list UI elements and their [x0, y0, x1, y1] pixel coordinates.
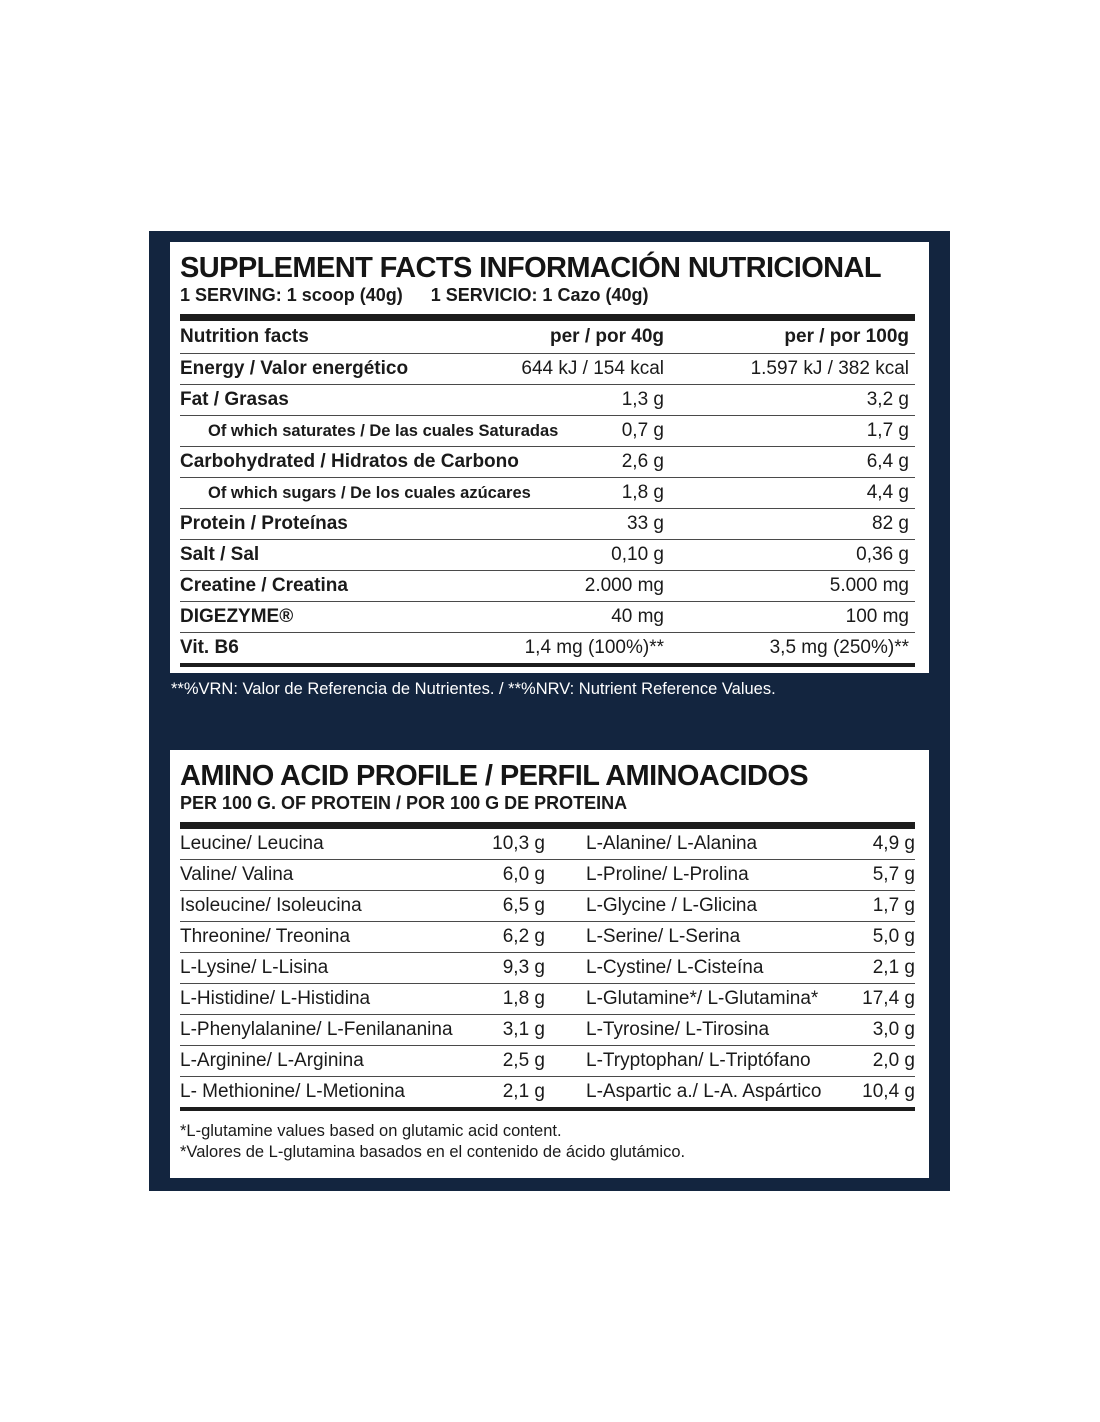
amino-value: 2,5 g	[483, 1046, 545, 1077]
nutrition-row	[180, 385, 915, 416]
amino-name: Isoleucine/ Isoleucina	[180, 891, 483, 922]
nutrient-name: Energy / Valor energético	[180, 354, 510, 385]
amino-name: L-Serine/ L-Serina	[545, 922, 858, 953]
value-per-100g: 3,2 g	[664, 385, 915, 416]
nutrition-row	[180, 602, 915, 633]
label-panel	[149, 231, 950, 1191]
value-per-40g: 644 kJ / 154 kcal	[510, 354, 664, 385]
amino-name: L-Lysine/ L-Lisina	[180, 953, 483, 984]
nutrient-name: Vit. B6	[180, 637, 239, 658]
amino-table	[180, 829, 915, 1107]
amino-value: 1,7 g	[858, 891, 915, 922]
nutrient-name: Of which saturates / De las cuales Saturadas	[180, 416, 510, 447]
amino-name: L-Aspartic a./ L-A. Aspártico	[586, 1081, 822, 1102]
amino-row	[180, 922, 915, 953]
amino-row	[180, 1077, 915, 1108]
nutrition-row	[180, 509, 915, 540]
amino-name: L-Arginine/ L-Arginina	[180, 1046, 483, 1077]
nutrient-name: DIGEZYME®	[180, 602, 510, 633]
amino-name: L-Glutamine*/ L-Glutamina*	[545, 984, 858, 1015]
nutrient-name: Carbohydrated / Hidratos de Carbono	[180, 447, 510, 478]
amino-value: 4,9 g	[858, 829, 915, 860]
nutrition-header-row	[180, 321, 915, 354]
amino-name: Valine/ Valina	[180, 860, 483, 891]
amino-value: 2,1 g	[858, 953, 915, 984]
serving-es: 1 SERVICIO: 1 Cazo (40g)	[430, 285, 649, 305]
value-per-40g: 1,8 g	[510, 478, 664, 509]
value-per-100g: 3,5 mg (250%)**	[769, 637, 909, 658]
amino-name: L-Phenylalanine/ L-Fenilananina	[180, 1015, 483, 1046]
value-per-40g: 2,6 g	[510, 447, 664, 478]
nutrition-row	[180, 447, 915, 478]
header-per-100g: per / por 100g	[664, 321, 915, 354]
nutrition-row	[180, 478, 915, 509]
amino-acid-box	[170, 750, 929, 1178]
amino-value: 5,0 g	[858, 922, 915, 953]
amino-row	[180, 1046, 915, 1077]
amino-value: 17,4 g	[858, 984, 915, 1015]
header-nutrition-facts: Nutrition facts	[180, 321, 510, 354]
amino-name: L-Tryptophan/ L-Triptófano	[545, 1046, 858, 1077]
value-per-100g: 0,36 g	[664, 540, 915, 571]
value-per-100g: 1.597 kJ / 382 kcal	[664, 354, 915, 385]
amino-name: L- Methionine/ L-Metionina	[180, 1081, 405, 1102]
amino-row	[180, 1015, 915, 1046]
amino-row	[180, 891, 915, 922]
nutrition-row	[180, 571, 915, 602]
nutrient-name: Fat / Grasas	[180, 385, 510, 416]
serving-en: 1 SERVING: 1 scoop (40g)	[180, 285, 403, 305]
supplement-facts-box	[170, 242, 929, 673]
value-per-40g: 0,7 g	[510, 416, 664, 447]
value-per-40g: 2.000 mg	[510, 571, 664, 602]
amino-value: 6,5 g	[483, 891, 545, 922]
amino-name: Leucine/ Leucina	[180, 829, 483, 860]
nutrient-name: Of which sugars / De los cuales azúcares	[180, 478, 510, 509]
amino-value: 10,4 g	[862, 1081, 915, 1102]
amino-value: 6,2 g	[483, 922, 545, 953]
value-per-100g: 100 mg	[664, 602, 915, 633]
amino-subtitle: PER 100 G. OF PROTEIN / POR 100 G DE PROTEINA	[180, 793, 628, 813]
thick-divider	[180, 314, 915, 321]
note-es: *Valores de L-glutamina basados en el contenido de ácido glutámico.	[180, 1143, 686, 1161]
amino-value: 3,1 g	[483, 1015, 545, 1046]
value-per-40g: 1,3 g	[510, 385, 664, 416]
amino-title: AMINO ACID PROFILE / PERFIL AMINOACIDOS	[180, 760, 809, 792]
amino-value: 3,0 g	[858, 1015, 915, 1046]
nutrient-name: Protein / Proteínas	[180, 509, 510, 540]
thick-divider	[180, 822, 915, 829]
nutrition-row	[180, 540, 915, 571]
vrn-note: **%VRN: Valor de Referencia de Nutrientes. / **%NRV: Nutrient Reference Values.	[171, 680, 776, 698]
thick-divider-bottom	[180, 663, 915, 667]
amino-value: 10,3 g	[483, 829, 545, 860]
amino-name: L-Glycine / L-Glicina	[545, 891, 858, 922]
amino-name: Threonine/ Treonina	[180, 922, 483, 953]
amino-value: 2,0 g	[858, 1046, 915, 1077]
facts-title: SUPPLEMENT FACTS INFORMACIÓN NUTRICIONAL	[180, 252, 881, 284]
amino-row	[180, 984, 915, 1015]
thick-divider-bottom	[180, 1107, 915, 1111]
amino-value: 6,0 g	[483, 860, 545, 891]
value-per-100g: 6,4 g	[664, 447, 915, 478]
amino-name: L-Histidine/ L-Histidina	[180, 984, 483, 1015]
nutrient-name: Salt / Sal	[180, 540, 510, 571]
amino-value: 2,1 g	[502, 1081, 545, 1102]
value-per-100g: 1,7 g	[664, 416, 915, 447]
value-per-100g: 82 g	[664, 509, 915, 540]
header-per-40g: per / por 40g	[510, 321, 664, 354]
nutrition-row	[180, 416, 915, 447]
value-per-40g: 0,10 g	[510, 540, 664, 571]
amino-value: 1,8 g	[483, 984, 545, 1015]
amino-row	[180, 829, 915, 860]
value-per-40g: 1,4 mg (100%)**	[524, 637, 664, 658]
amino-name: L-Proline/ L-Prolina	[545, 860, 858, 891]
serving-size	[180, 284, 915, 306]
amino-row	[180, 953, 915, 984]
glutamine-notes	[180, 1121, 915, 1163]
nutrition-row	[180, 354, 915, 385]
nutrient-name: Creatine / Creatina	[180, 571, 510, 602]
amino-name: L-Alanine/ L-Alanina	[545, 829, 858, 860]
value-per-100g: 5.000 mg	[664, 571, 915, 602]
amino-name: L-Tyrosine/ L-Tirosina	[545, 1015, 858, 1046]
value-per-40g: 40 mg	[510, 602, 664, 633]
note-en: *L-glutamine values based on glutamic acid content.	[180, 1122, 562, 1140]
nutrition-table	[180, 321, 915, 663]
amino-value: 9,3 g	[483, 953, 545, 984]
value-per-100g: 4,4 g	[664, 478, 915, 509]
nutrition-row	[180, 633, 915, 664]
value-per-40g: 33 g	[510, 509, 664, 540]
amino-value: 5,7 g	[858, 860, 915, 891]
amino-name: L-Cystine/ L-Cisteína	[545, 953, 858, 984]
amino-row	[180, 860, 915, 891]
